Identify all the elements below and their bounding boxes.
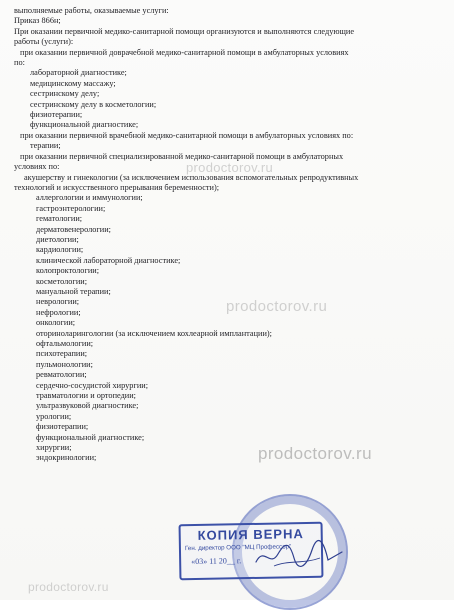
document-line: физиотерапии;	[36, 422, 89, 432]
document-line: урологии;	[36, 411, 72, 421]
document-line: дерматовенерологии;	[36, 224, 111, 234]
watermark-right: prodoctorov.ru	[258, 444, 372, 463]
document-line: выполняемые работы, оказываемые услуги:	[14, 6, 169, 15]
copy-certified-stamp	[179, 522, 324, 581]
document-line: Приказ 866н;	[14, 16, 61, 26]
document-line: работы (услуги):	[14, 37, 74, 47]
document-line: ультразвуковой диагностике;	[36, 401, 139, 411]
document-line: при оказании первичной врачебной медико-санитарной помощи в амбулаторных условиях по:	[20, 130, 354, 140]
document-line: физиотерапии;	[30, 110, 83, 120]
document-line: аллергологии и иммунологии;	[36, 193, 143, 203]
document-line: при оказании первичной доврачебной медико-санитарной помощи в амбулаторных условиях	[20, 47, 349, 57]
watermark-bottom: prodoctorov.ru	[28, 580, 109, 594]
document-line: сестринскому делу;	[30, 89, 100, 99]
document-line: сердечно-сосудистой хирургии;	[36, 380, 148, 390]
document-body	[14, 6, 446, 464]
document-line: При оказании первичной медико-санитарной помощи организуются и выполняются следующие	[14, 26, 355, 36]
document-line: онкологии;	[36, 318, 76, 328]
document-line: условиях по:	[14, 162, 60, 172]
document-line: сестринскому делу в косметологии;	[30, 99, 157, 109]
document-line: терапии;	[30, 141, 61, 151]
document-line: функциональной диагностике;	[36, 432, 145, 442]
document-line: хирургии;	[36, 443, 72, 453]
document-line: клинической лабораторной диагностике;	[36, 255, 181, 265]
stamp-title: КОПИЯ ВЕРНА	[197, 526, 304, 543]
watermark-middle: prodoctorov.ru	[226, 298, 328, 315]
document-line: акушерству и гинекологии (за исключением использования вспомогательных репродуктивных	[24, 172, 359, 182]
stamp-date: «03» 11 20__ г.	[191, 556, 242, 567]
document-line: технологий и искусственного прерывания беременности);	[14, 182, 220, 192]
document-line: психотерапии;	[36, 349, 88, 359]
document-line: лабораторной диагностике;	[30, 68, 127, 78]
document-line: при оказании первичной специализированной медико-санитарной помощи в амбулаторных	[20, 151, 344, 161]
watermark-top: prodoctorov.ru	[186, 160, 274, 175]
document-line: косметологии;	[36, 276, 88, 286]
document-line: травматологии и ортопедии;	[36, 391, 136, 401]
document-line: мануальной терапии;	[36, 286, 111, 296]
document-line: ревматологии;	[36, 370, 87, 380]
document-line: оториноларингологии (за исключением кохлеарной имплантации);	[36, 328, 272, 338]
document-line: диетологии;	[36, 234, 79, 244]
document-line: офтальмологии;	[36, 339, 94, 348]
document-line: эндокринологии;	[36, 453, 97, 463]
document-line: неврологии;	[36, 297, 80, 307]
document-line: функциональной диагностике;	[30, 120, 139, 130]
document-line: кардиологии;	[36, 245, 84, 255]
document-line: гастроэнтерологии;	[36, 203, 106, 213]
document-line: нефрологии;	[36, 307, 81, 317]
stamp-subtitle: Ген. директор ООО "МЦ Профессор"	[184, 543, 292, 553]
document-line: колопроктологии;	[36, 266, 100, 276]
document-line: гематологии;	[36, 214, 83, 224]
document-line: пульмонологии;	[36, 359, 93, 369]
document-line: по:	[14, 58, 25, 68]
document-line: медицинскому массажу;	[30, 78, 116, 88]
